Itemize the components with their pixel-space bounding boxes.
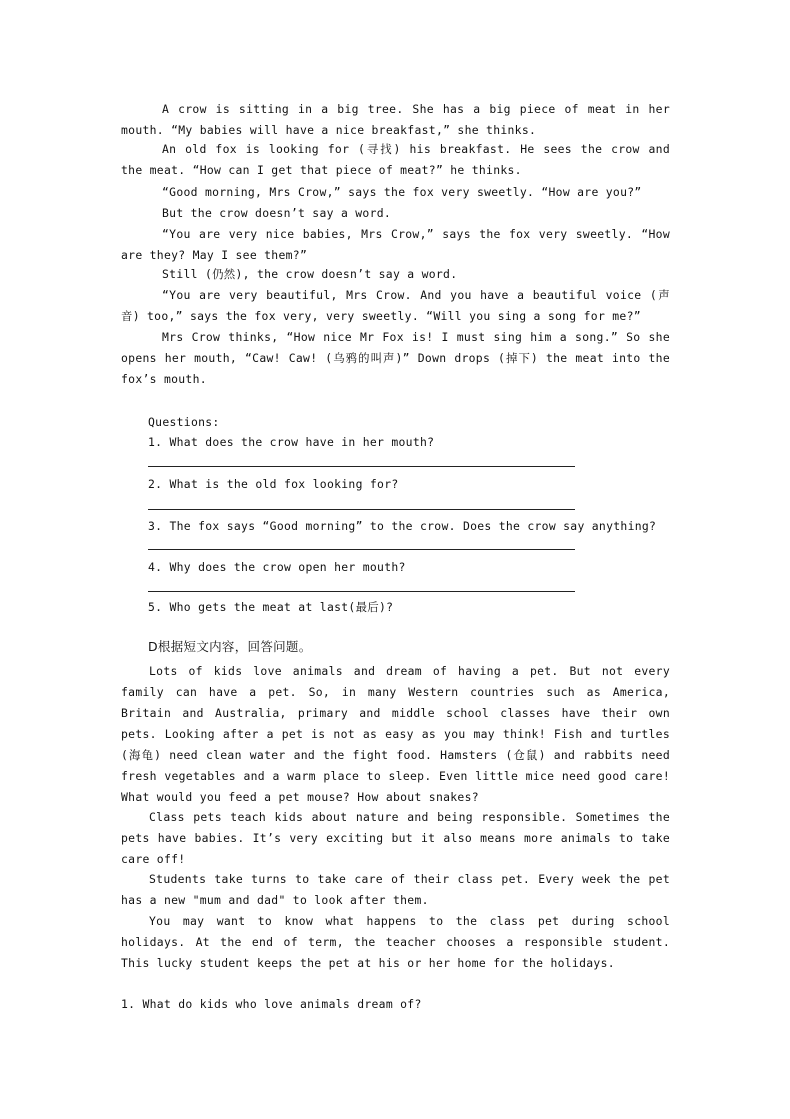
story-paragraph-4: But the crow doesn’t say a word. [162,206,392,220]
passage-paragraph-3: Students take turns to take care of their class pet. Every week the pet has a new "mum and dad" to look after them. [121,872,670,907]
answer-line-3[interactable] [148,549,575,550]
passage-question-1: 1. What do kids who love animals dream of? [121,997,422,1011]
question-2: 2. What is the old fox looking for? [148,477,399,491]
story-paragraph-8: Mrs Crow thinks, “How nice Mr Fox is! I must sing him a song.” So she opens her mouth, “Caw! Caw! (乌鸦的叫声)” Down drops (掉下) the meat into the fox’s mouth. [121,330,670,386]
section-d-heading: D根据短文内容，回答问题。 [148,639,312,654]
story-paragraph-3: “Good morning, Mrs Crow,” says the fox very sweetly. “How are you?” [162,185,642,199]
story-paragraph-2: An old fox is looking for (寻找) his breakfast. He sees the crow and the meat. “How can I get that piece of meat?” he thinks. [121,142,670,177]
passage-paragraph-2: Class pets teach kids about nature and being responsible. Sometimes the pets have babies. It’s very exciting but it also means more animals to take care off! [121,810,670,866]
story-paragraph-7: “You are very beautiful, Mrs Crow. And you have a beautiful voice (声音) too,” says the fox very, very sweetly. “Will you sing a song for me?” [121,288,670,323]
passage-paragraph-1: Lots of kids love animals and dream of having a pet. But not every family can have a pet. So, in many Western countries such as America, Britain and Australia, primary and middle school classes have their own pets. Looking after a pet is not as easy as you may think! Fish and turtles (海龟) need clean water and the fight food. Hamsters (仓鼠) and rabbits need fresh vegetables and a warm place to sleep. Even little mice need good care! What would you feed a pet mouse? How about snakes? [121,664,670,804]
answer-line-1[interactable] [148,466,575,467]
passage-paragraph-4: You may want to know what happens to the class pet during school holidays. At the end of term, the teacher chooses a responsible student. This lucky student keeps the pet at his or her home for the holidays. [121,914,670,970]
answer-line-4[interactable] [148,591,575,592]
question-1: 1. What does the crow have in her mouth? [148,435,435,449]
story-paragraph-1: A crow is sitting in a big tree. She has a big piece of meat in her mouth. “My babies will have a nice breakfast,” she thinks. [121,102,670,137]
story-paragraph-6: Still (仍然), the crow doesn’t say a word. [162,267,458,281]
question-3: 3. The fox says “Good morning” to the crow. Does the crow say anything? [148,519,657,533]
questions-heading: Questions: [148,415,220,429]
question-5: 5. Who gets the meat at last(最后)? [148,600,394,614]
story-paragraph-5: “You are very nice babies, Mrs Crow,” says the fox very sweetly. “How are they? May I see them?” [121,227,670,262]
answer-line-2[interactable] [148,509,575,510]
question-4: 4. Why does the crow open her mouth? [148,560,406,574]
